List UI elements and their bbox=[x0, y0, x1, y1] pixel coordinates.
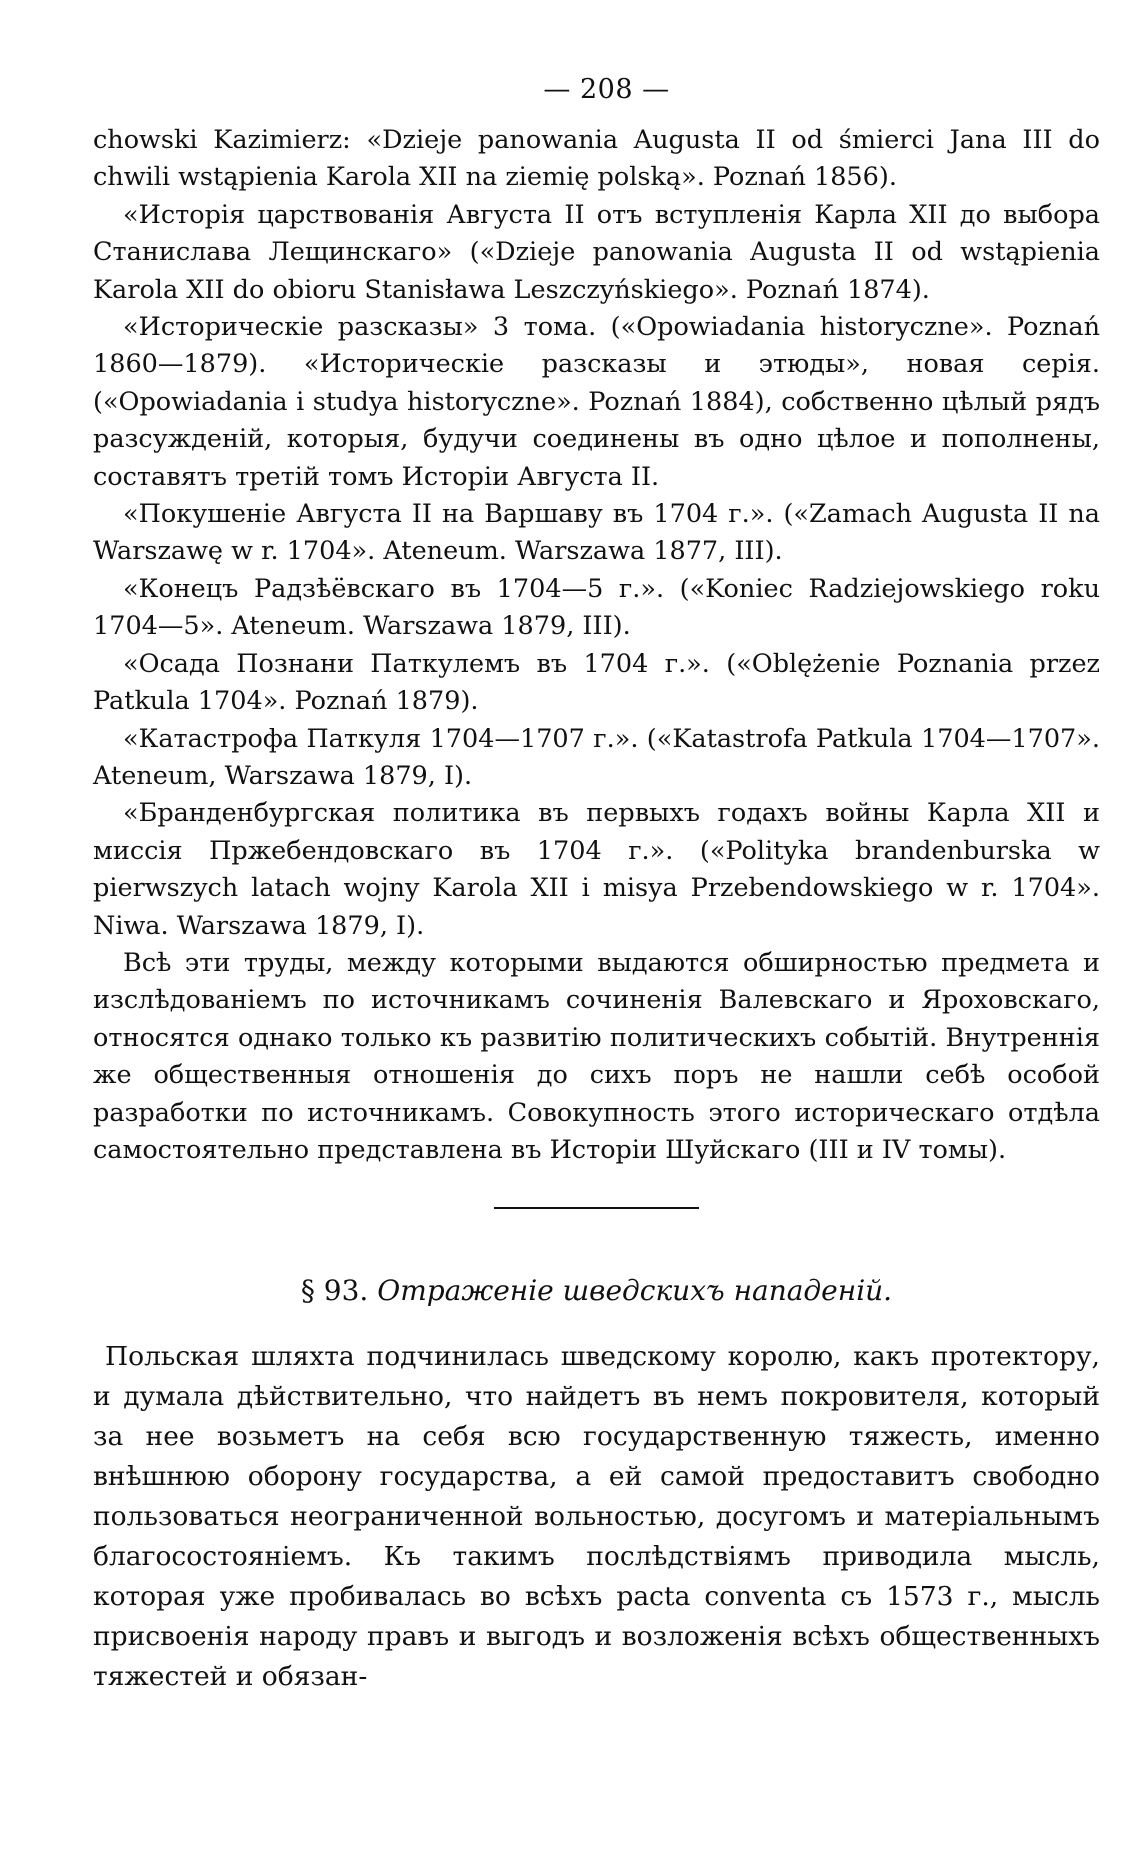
bibliography-entry: «Покушеніе Августа II на Варшаву въ 1704 г.». («Zamach Augusta II na Warszawę w r. 1704». Ateneum. Warszawa 1877, III). bbox=[93, 499, 1100, 567]
section-divider bbox=[494, 1207, 699, 1209]
bibliography-entry: «Историческіе разсказы» 3 тома. («Opowiadania historyczne». Poznań 1860—1879). «Историческіе разсказы и этюды», новая серія. («Opowiadania i studya historyczne». Poznań 1884), собственно цѣлый рядъ разсужденій, которыя, будучи соединены въ одно цѣлое и пополнены, составятъ третій томъ Исторіи Августа II. bbox=[93, 312, 1100, 492]
section-heading bbox=[93, 1271, 1100, 1311]
section-title: Отраженіе шведскихъ нападеній. bbox=[377, 1274, 893, 1308]
bibliography-entry: «Конецъ Радзѣёвскаго въ 1704—5 г.». («Koniec Radziejowskiego roku 1704—5». Ateneum. Warszawa 1879, III). bbox=[93, 573, 1100, 642]
bibliography-entry: «Бранденбургская политика въ первыхъ годахъ войны Карла XII и миссія Пржебендовскаго въ 1704 г.». («Polityka brandenburska w pierwszych latach wojny Karola XII i misya Przebendowskiego w r. 1704». Niwa. Warszawa 1879, I). bbox=[93, 798, 1100, 941]
bibliography-entry: «Катастрофа Паткуля 1704—1707 г.». («Katastrofa Patkula 1704—1707». Ateneum, Warszawa 1879, I). bbox=[93, 723, 1100, 791]
summary-paragraph: Всѣ эти труды, между которыми выдаются обширностью предмета и изслѣдованіемъ по источникамъ сочиненія Валевскаго и Яроховскаго, относятся однако только къ развитію политическихъ событій. Внутреннія же общественныя отношенія до сихъ поръ не нашли себѣ особой разработки по источникамъ. Совокупность этого историческаго отдѣла самостоятельно представлена въ Исторіи Шуйскаго (III и IV томы). bbox=[93, 947, 1100, 1165]
bibliography-entry: «Осада Познани Паткулемъ въ 1704 г.». («Oblężenie Poznania przez Patkula 1704». Poznań 1879). bbox=[93, 648, 1100, 717]
bibliography-entry: «Исторія царствованія Августа II отъ вступленія Карла XII до выбора Станислава Лещинскаго» («Dzieje panowania Augusta II od wstąpienia Karola XII do obioru Stanisława Leszczyńskiego». Poznań 1874). bbox=[93, 199, 1100, 305]
section-body bbox=[93, 1337, 1100, 1697]
page-number: — 208 — bbox=[543, 74, 670, 105]
body-paragraph: Польская шляхта подчинилась шведскому королю, какъ протектору, и думала дѣйствительно, что найдетъ въ немъ покровителя, который за нее возьметъ на себя всю государственную тяжесть, именно внѣшнюю оборону государства, а ей самой предоставитъ свободно пользоваться неограниченной вольностью, досугомъ и матеріальнымъ благосостояніемъ. Къ такимъ послѣдствіямъ приводила мысль, которая уже пробивалась во всѣхъ pacta conventa съ 1573 г., мысль присвоенія народу правъ и выгодъ и возложенія всѣхъ общественныхъ тяжестей и обязан- bbox=[93, 1341, 1100, 1693]
bibliography-block bbox=[93, 122, 1100, 1169]
section-number: § 93. bbox=[300, 1274, 369, 1308]
bibliography-entry: chowski Kazimierz: «Dzieje panowania Augusta II od śmierci Jana III do chwili wstąpienia Karola XII na ziemię polską». Poznań 1856). bbox=[93, 125, 1100, 193]
